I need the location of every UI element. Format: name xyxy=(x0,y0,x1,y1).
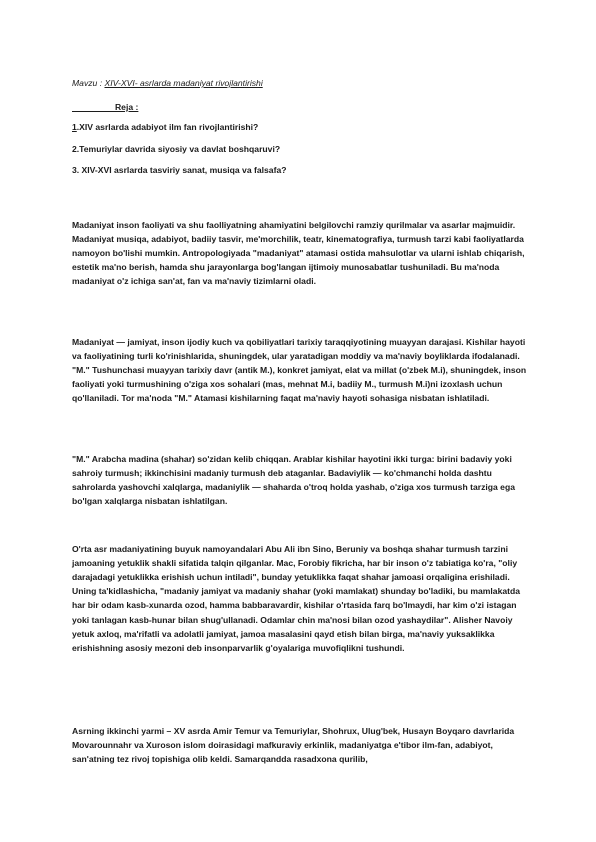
topic-prefix: Mavzu : xyxy=(72,78,105,88)
paragraph-2: Madaniyat — jamiyat, inson ijodiy kuch va qobiliyatlari tarixiy taraqqiyotining muayyan darajasi. Kishilar hayoti va faoliyatining turli ko'rinishlarida, shuningdek, ular yaratadigan moddiy va ma'naviy boyliklarda ifodalanadi. "M." Tushunchasi muayyan tarixiy davr (antik M.), konkret jamiyat, elat va millat (o'zbek M.i), shuningdek, inson faoliyati yoki turmushining o'ziga xos sohalari (mas, mehnat M.i, badiiy M., turmush M.i)ni izoxlash uchun qo'llaniladi. Tor ma'noda "M." Atamasi kishilarning faqat ma'naviy hayoti sohasiga nisbatan ishlatiladi. xyxy=(72,336,527,404)
plan-item-3: 3. XIV-XVI asrlarda tasviriy sanat, musiqa va falsafa? xyxy=(72,165,287,175)
paragraph-1: Madaniyat inson faoliyati va shu faolliyatning ahamiyatini belgilovchi ramziy qurilmalar va asarlar majmuidir. Madaniyat musiqa, adabiyot, badiiy tasvir, me'morchilik, teatr, kinematografiya, turmush tarzi kabi faoliyatlarda namoyon bo'lishi mumkin. Antropologiyada "madaniyat" atamasi ostida mahsulotlar va ularni ishlab chiqarish, estetik ma'no berish, hamda shu jarayonlarga bog'langan ijtimoiy munosabatlar tushuniladi. Bu ma'noda madaniyat o'z ichiga san'at, fan va ma'naviy tizimlarni oladi. xyxy=(72,219,525,287)
topic-title: XIV-XVI- asrlarda madaniyat rivojlantirishi xyxy=(104,78,263,88)
plan-item-1 xyxy=(72,121,258,133)
plan-heading: Reja : xyxy=(72,102,139,112)
topic-line xyxy=(72,77,263,89)
paragraph-4: O'rta asr madaniyatining buyuk namoyandalari Abu Ali ibn Sino, Beruniy va boshqa shahar turmush tarzini jamoaning yetuklik shakli sifatida talqin qilganlar. Mac, Forobiy fikricha, har bir inson o'z tabiatiga ko'ra, "oliy darajadagi yetuklikka erishish uchun intiladi", bunday yetuklikka faqat shahar jamoasi orqaligina erishiladi. Uning ta'kidlashicha, "madaniy jamiyat va madaniy shahar (yoki mamlakat) shunday bo'ladiki, bu mamlakatda har bir odam kasb-xunarda ozod, hamma babbaravardir, kishilar o'rtasida farq bo'lmaydi, har kim o'zi istagan yoki tanlagan kasb-hunar bilan shug'ullanadi. Odamlar chin ma'nosi bilan ozod yashaydilar". Alisher Navoiy yetuk axloq, ma'rifatli va adolatli jamiyat, jamoa masalasini qayd etish bilan birga, ma'naviy yuksaklikka erishishning asosiy mezoni deb insonparvarlik g'oyalariga muvofiqlikni tushundi. xyxy=(72,543,521,654)
plan-item-1-text: .XIV asrlarda adabiyot ilm fan rivojlantirishi? xyxy=(76,122,259,132)
plan-item-2: 2.Temuriylar davrida siyosiy va davlat boshqaruvi? xyxy=(72,144,281,154)
paragraph-3: "M." Arabcha madina (shahar) so'zidan kelib chiqqan. Arablar kishilar hayotini ikki turga: birini badaviy yoki sahroiy turmush; ikkinchisini madaniy turmush deb ataganlar. Badaviylik — ko'chmanchi holda dashtu sahrolarda yashovchi xalqlarga, madaniylik — shaharda o'troq holda yashab, o'ziga xos turmush tarziga ega bo'lgan xalqlarga nisbatan ishlatilgan. xyxy=(72,453,515,507)
plan-item-1-number: 1 xyxy=(72,122,77,132)
paragraph-5: Asrning ikkinchi yarmi – XV asrda Amir Temur va Temuriylar, Shohrux, Ulug'bek, Husayn Boyqaro davrlarida Movarounnahr va Xuroson islom doirasidagi mafkuraviy erkinlik, madaniyatga e'tibor ilm-fan, adabiyot, san'atning tez rivoj topishiga olib keldi. Samarqandda rasadxona qurilib, xyxy=(72,725,515,764)
